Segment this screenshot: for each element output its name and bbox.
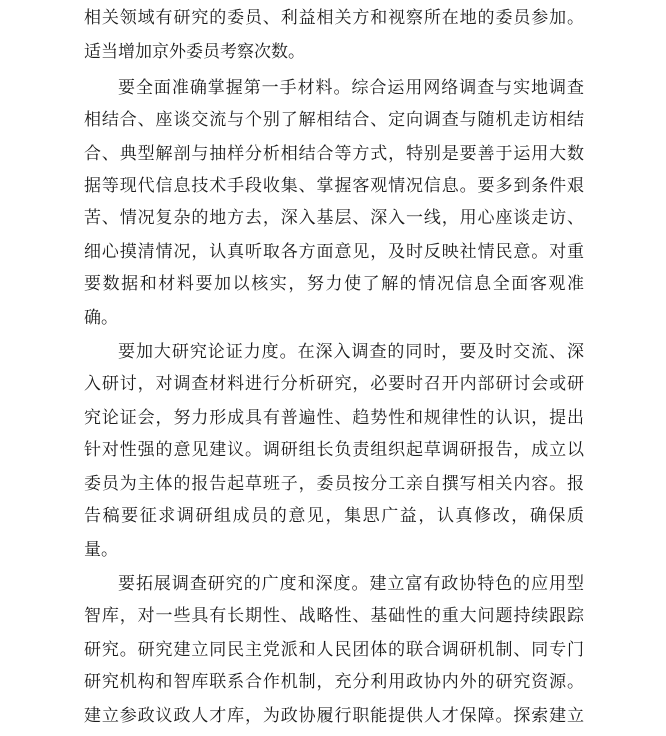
paragraph-first-line: 要全面准确掌握第一手材料。综合运用网络调查与实地调查 (118, 78, 584, 98)
paragraph-end-line: 确。 (84, 308, 118, 328)
text-line: 细心摸清情况，认真听取各方面意见，及时反映社情民意。对重 (84, 242, 584, 262)
text-line: 要数据和材料要加以核实，努力使了解的情况信息全面客观准 (84, 274, 584, 294)
text-line: 相关领域有研究的委员、利益相关方和视察所在地的委员参加。 (84, 8, 584, 28)
text-line: 合、典型解剖与抽样分析相结合等方式，特别是要善于运用大数 (84, 144, 584, 164)
text-line: 究论证会，努力形成具有普遍性、趋势性和规律性的认识，提出 (84, 408, 584, 428)
text-line: 告稿要征求调研组成员的意见，集思广益，认真修改，确保质 (84, 506, 584, 526)
text-line: 据等现代信息技术手段收集、掌握客观情况信息。要多到条件艰 (84, 176, 584, 196)
text-line: 研究机构和智库联系合作机制，充分利用政协内外的研究资源。 (84, 672, 584, 692)
text-line: 建立参政议政人才库，为政协履行职能提供人才保障。探索建立 (84, 706, 584, 726)
text-line: 智库，对一些具有长期性、战略性、基础性的重大问题持续跟踪 (84, 606, 584, 626)
text-line: 研究。研究建立同民主党派和人民团体的联合调研机制、同专门 (84, 640, 584, 660)
paragraph-end-line: 量。 (84, 540, 118, 560)
text-line: 委员为主体的报告起草班子，委员按分工亲自撰写相关内容。报 (84, 474, 584, 494)
paragraph-first-line: 要拓展调查研究的广度和深度。建立富有政协特色的应用型 (118, 574, 584, 594)
text-line: 针对性强的意见建议。调研组长负责组织起草调研报告，成立以 (84, 440, 584, 460)
text-line: 入研讨，对调查材料进行分析研究，必要时召开内部研讨会或研 (84, 374, 584, 394)
paragraph-first-line: 要加大研究论证力度。在深入调查的同时，要及时交流、深 (118, 342, 584, 362)
paragraph-end-line: 适当增加京外委员考察次数。 (84, 42, 305, 62)
text-line: 相结合、座谈交流与个别了解相结合、定向调查与随机走访相结 (84, 110, 584, 130)
text-line: 苦、情况复杂的地方去，深入基层、深入一线，用心座谈走访、 (84, 208, 584, 228)
